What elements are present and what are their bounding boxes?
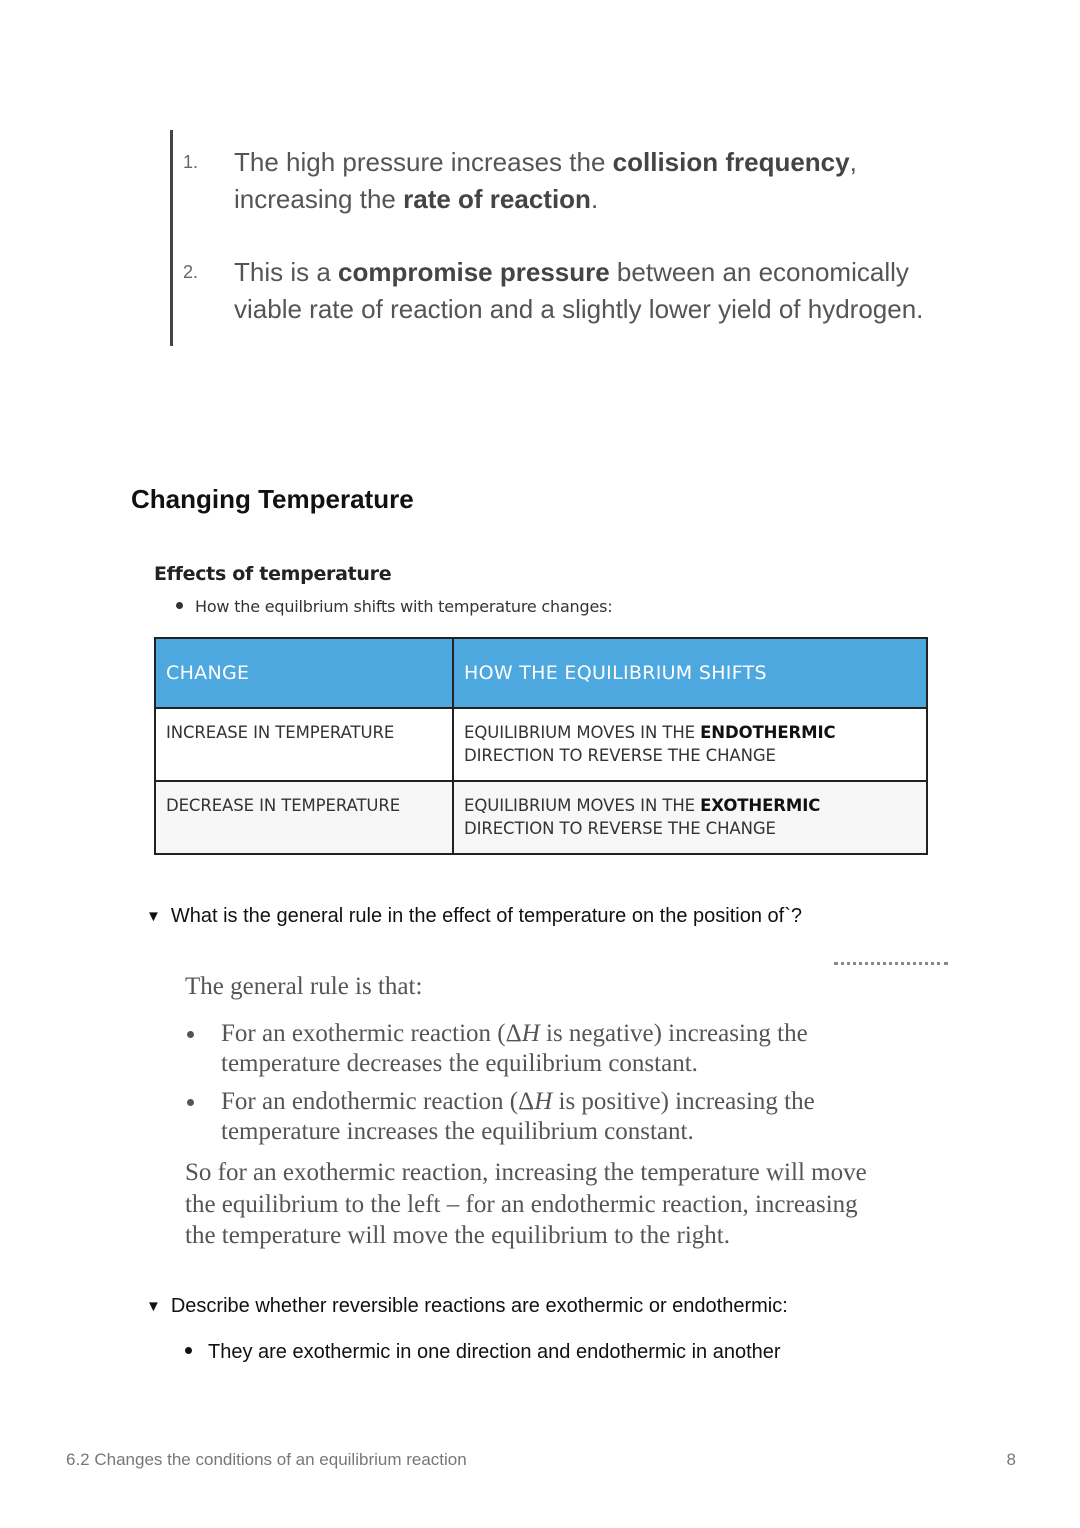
bullet-icon	[185, 1347, 192, 1354]
item-text: This is a compromise pressure between an economically viable rate of reaction and a slightly lower yield of hydrogen.	[234, 257, 924, 324]
item-text: The high pressure increases the collision frequency, increasing the rate of reaction.	[234, 147, 857, 214]
toggle-question-reversible[interactable]: ▼ Describe whether reversible reactions are exothermic or endothermic:	[146, 1295, 788, 1317]
footer-title: 6.2 Changes the conditions of an equilibrium reaction	[66, 1450, 467, 1469]
rule-summary: So for an exothermic reaction, increasing the temperature will move the equilibrium to the left – for an endothermic reaction, increasing the temperature will move the equilibrium to the right.	[185, 1159, 867, 1249]
equilibrium-table	[154, 637, 928, 855]
item-number: 1.	[183, 152, 199, 172]
table-row	[155, 708, 927, 781]
toggle-answer: They are exothermic in one direction and endothermic in another	[185, 1341, 781, 1364]
bullet-icon	[187, 1031, 194, 1038]
triangle-down-icon[interactable]: ▼	[146, 1298, 161, 1315]
scan-artifact	[834, 962, 948, 971]
effects-title: Effects of temperature	[154, 563, 392, 585]
rule-intro: The general rule is that:	[185, 973, 423, 1000]
table-row	[155, 781, 927, 854]
shift-cell: EQUILIBRIUM MOVES IN THE EXOTHERMIC DIRECTION TO REVERSE THE CHANGE	[453, 781, 927, 854]
rule-bullet: For an exothermic reaction (ΔH is negative) increasing the temperature decreases the equilibrium constant.	[221, 1019, 921, 1079]
item-number: 2.	[183, 262, 199, 282]
toggle-question-temperature-rule[interactable]: ▼ What is the general rule in the effect of temperature on the position of`?	[146, 905, 802, 927]
table-header-row	[155, 638, 927, 708]
bold-term: collision frequency	[612, 147, 850, 177]
change-cell: INCREASE IN TEMPERATURE	[155, 708, 453, 781]
bullet-icon	[176, 602, 183, 609]
triangle-down-icon[interactable]: ▼	[146, 908, 161, 925]
bullet-icon	[187, 1099, 194, 1106]
column-header-shift: HOW THE EQUILIBRIUM SHIFTS	[453, 638, 927, 708]
shift-cell: EQUILIBRIUM MOVES IN THE ENDOTHERMIC DIRECTION TO REVERSE THE CHANGE	[453, 708, 927, 781]
section-heading: Changing Temperature	[131, 484, 414, 514]
page-number: 8	[1006, 1450, 1016, 1469]
bold-term: rate of reaction	[403, 184, 591, 214]
column-header-change: CHANGE	[155, 638, 453, 708]
effects-bullet: How the equilbrium shifts with temperature changes:	[176, 597, 612, 616]
blockquote-bar	[170, 130, 173, 346]
change-cell: DECREASE IN TEMPERATURE	[155, 781, 453, 854]
rule-bullet: For an endothermic reaction (ΔH is positive) increasing the temperature increases the equilibrium constant.	[221, 1087, 921, 1147]
bold-term: compromise pressure	[338, 257, 610, 287]
